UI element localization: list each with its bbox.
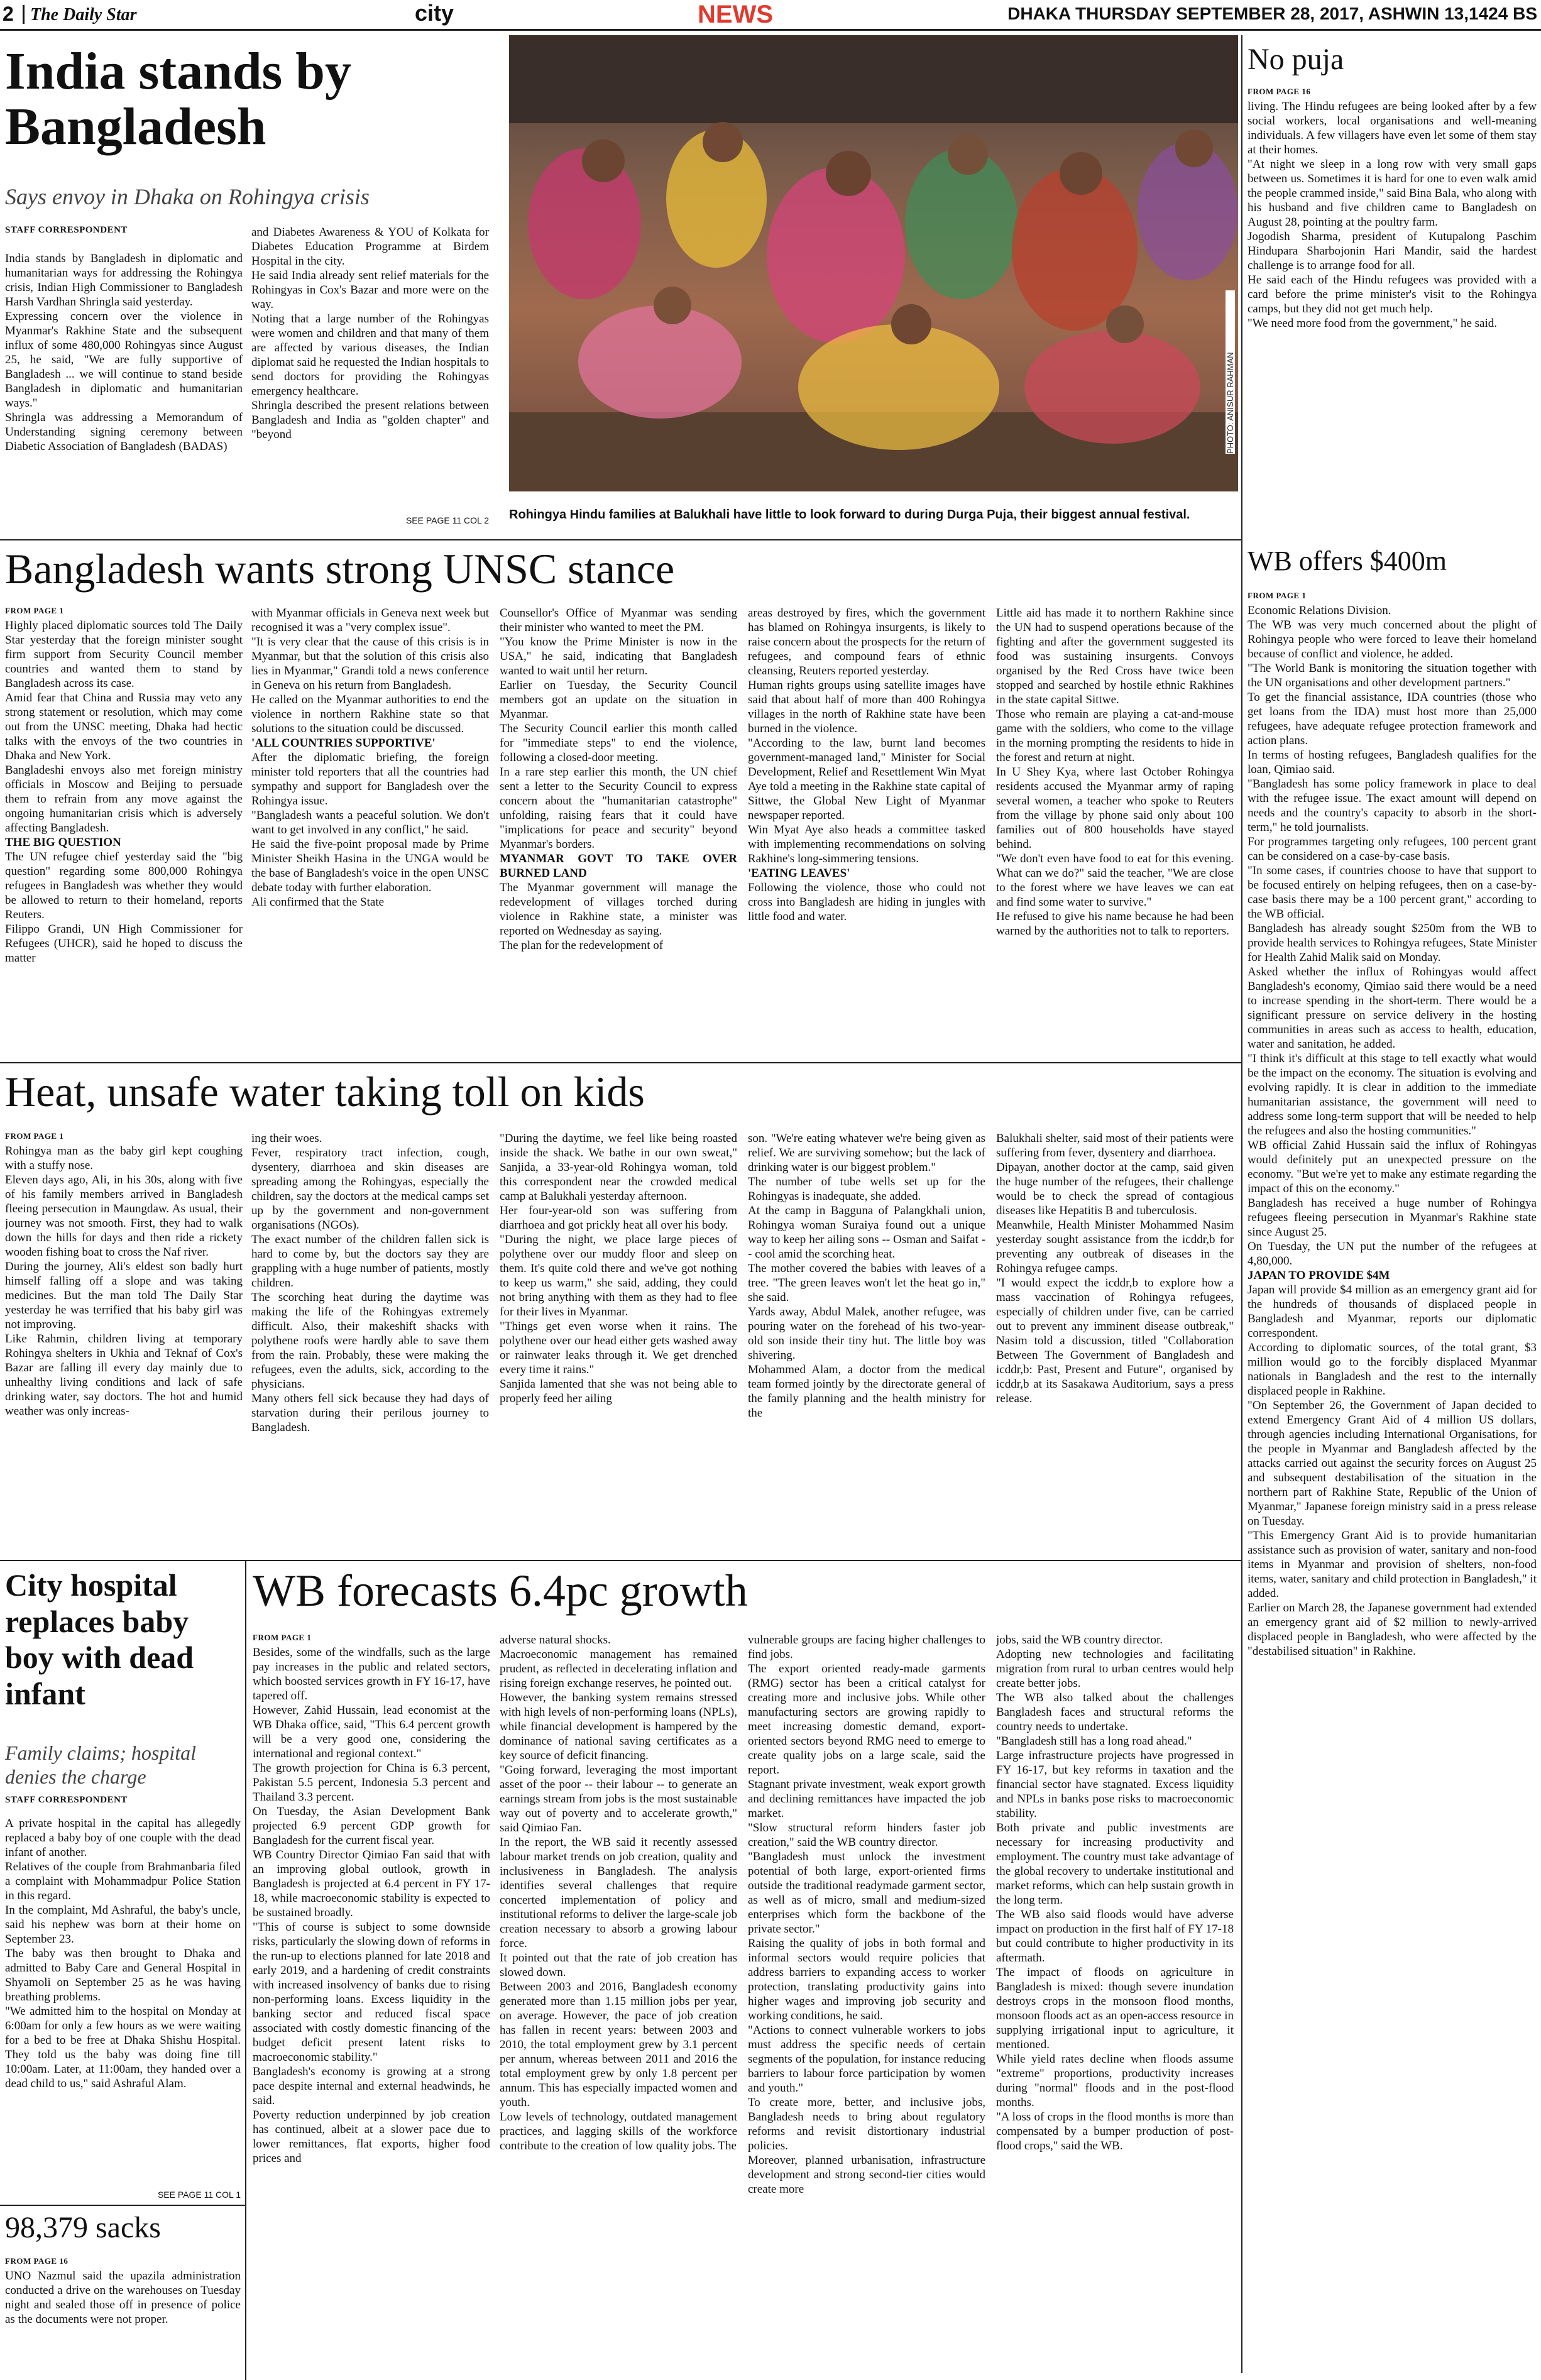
india-col2: and Diabetes Awareness & YOU of Kolkata for Diabetes Education Programme at Birdem Hospital in the city. He said India already sent relief materials for the Rohingyas in Cox's Bazar and more were on the way. Noting that a large number of the Rohingyas were women and children and that many of them are affected by various diseases, the Indian diplomat said he requested the Indian hospitals to send doctors for providing the Rohingyas emergency healthcare. Shringla described the present relations between Bangladesh and India as "golden chapter" and "beyond	[251, 226, 489, 441]
hospital-headline: City hospital replaces baby boy with dead infant	[5, 1567, 194, 1711]
heat-headline: Heat, unsafe water taking toll on kids	[5, 1068, 645, 1116]
india-col1: India stands by Bangladesh in diplomatic and humanitarian ways for addressing the Rohingya crisis, Indian High Commissioner to Bangladesh Harsh Vardhan Shringla said yesterday. Expressing concern over the violence in Myanmar's Rakhine State and the subsequent influx of some 480,000 Rohingyas since August 25, he said, "We are fully supportive of Bangladesh ... we will continue to stand beside Bangladesh in diplomatic and humanitarian ways." Shringla was addressing a Memorandum of Understanding signing ceremony between Diabetic Association of Bangladesh (BADAS)	[5, 252, 243, 453]
divider	[245, 1560, 246, 2380]
unsc-col2-wrap	[251, 606, 489, 1052]
heat-from-page: FROM PAGE 1	[5, 1131, 64, 1141]
divider	[0, 2205, 245, 2206]
unsc-col1-wrap	[5, 618, 243, 1052]
wb64-headline: WB forecasts 6.4pc growth	[253, 1566, 748, 1616]
unsc-from-page: FROM PAGE 1	[5, 606, 64, 615]
photo-caption: Rohingya Hindu families at Balukhali have little to look forward to during Durga Puja, their biggest annual festival.	[509, 508, 1190, 522]
heat-col4: son. "We're eating whatever we're being given as relief. We are surviving somehow; but the lack of drinking water is our biggest problem." The number of tube wells set up for the Rohingyas is inadequate, she added. At the camp in Bagguna of Palangkhali union, Rohingya woman Suraiya found out a unique way to keep her ailing sons -- Osman and Saifat -- cool amid the scorching heat. The mother covered the babies with leaves of a tree. "The green leaves won't let the heat go in," she said. Yards away, Abdul Malek, another refugee, was pouring water on the forehead of his two-year-old son inside their tiny hut. The little boy was shivering. Mohammed Alam, a doctor from the medical team formed jointly by the directorate general of the family planning and the health ministry for the	[748, 1132, 985, 1420]
nopuja-from-page: FROM PAGE 16	[1248, 87, 1311, 96]
divider	[0, 1062, 1241, 1063]
masthead	[0, 0, 1541, 31]
unsc-col3-subhead: MYANMAR GOVT TO TAKE OVER BURNED LAND	[500, 852, 737, 880]
unsc-col4b: Following the violence, those who could not cross into Bangladesh are hiding in jungles with little food and water.	[748, 881, 985, 923]
nopuja-body: living. The Hindu refugees are being looked after by a few social workers, local organisations and well-meaning individuals. A few villagers have even let some of them stay at their homes. "At night we sleep in a long row with very small gaps between us. Sometimes it is hard for one to even walk amid the people crammed inside," said Bina Bala, who along with his husband and five children came to Bangladesh on August 28, pointing at the poultry farm. Jogodish Sharma, president of Kutupalong Paschim Hindupara Sharbojonin Hari Mandir, said the hardest challenge is to arrange food for all. He said each of the Hindu refugees was provided with a card before the prime minister's visit to the Rohingya camps, but they did not get much help. "We need more food from the government," he said.	[1248, 100, 1537, 330]
sacks-from-page: FROM PAGE 16	[5, 2256, 69, 2266]
divider	[1241, 35, 1242, 2373]
unsc-col4-subhead: 'EATING LEAVES'	[748, 867, 850, 880]
rohingya-photo	[509, 35, 1238, 491]
unsc-col1-subhead: THE BIG QUESTION	[5, 836, 121, 849]
unsc-col3b: The Myanmar government will manage the redevelopment of villages torched during violence in Rakhine state, a minister was reported on Wednesday as saying. The plan for the redevelopment of	[500, 881, 737, 952]
heat-col2: ing their woes. Fever, respiratory tract infection, cough, dysentery, diarrhoea and skin diseases are spreading among the Rohingyas, especially the children, say the doctors at the medical camps set up by the government and non-government organisations (NGOs). The exact number of the children fallen sick is hard to come by, but the doctors say they are grappling with a huge number of patients, mostly children. The scorching heat during the daytime was making the life of the Rohingyas extremely difficult. Also, their makeshift shacks with polythene roofs were hardly able to save them from the rain. Probably, these were making the refugees, even the adults, sick, according to the physicians. Many others fell sick because they had days of starvation during their perilous journey to Bangladesh.	[251, 1132, 489, 1434]
news-band	[641, 0, 830, 29]
wb400-from-page: FROM PAGE 1	[1248, 591, 1307, 600]
hospital-see-page: SEE PAGE 11 COL 1	[157, 2190, 241, 2200]
divider	[0, 539, 1241, 540]
unsc-col1b: The UN refugee chief yesterday said the "big question" regarding some 800,000 Rohingya refugees in Bangladesh was whether they would be allowed to return to their homeland, reports Reuters. Filippo Grandi, UN High Commissioner for Refugees (UHCR), said he hoped to discuss the matter	[5, 850, 243, 965]
page-number: 2	[3, 3, 14, 25]
unsc-col4: areas destroyed by fires, which the government has blamed on Rohingya insurgents, is likely to raise concern about the prospects for the return of refugees, and compound fears of ethnic cleansing, Reuters reported yesterday. Human rights groups using satellite images have said that about half of more than 400 Rohingya villages in the north of Rakhine state have been burned in the violence. "According to the law, burnt land becomes government-managed land," Minister for Social Development, Relief and Resettlement Win Myat Aye told a meeting in the Rakhine state capital of Sittwe, the Global New Light of Myanmar newspaper reported. Win Myat Aye also heads a committee tasked with implementing recommendations on solving Rakhine's long-simmering tensions.	[748, 606, 985, 865]
paper-name: The Daily Star	[30, 5, 137, 25]
wb400-body-b: Japan will provide $4 million as an emergency grant aid for the hundreds of thousands of displaced people in Bangladesh and Myanmar, reports our diplomatic correspondent. According to diplomatic sources, of the total grant, $3 million would go to the forcibly displaced Myanmar nationals in Bangladesh and the rest to the internally displaced people in Rakhine. "On September 26, the Government of Japan decided to extend Emergency Grant Aid of 4 million US dollars, through agencies including International Organisations, for the people in Myanmar and Bangladesh affected by the attacks carried out against the security forces on August 25 and subsequent destabilisation of the situation in the northern part of Rakhine State, Republic of the Union of Myanmar," Japanese foreign ministry said in a press release on Tuesday. "This Emergency Grant Aid is to provide humanitarian assistance such as provision of water, sanitary and non-food items in Myanmar and provision of shelters, non-food items, water, sanitary and child protection in Bangladesh," it added. Earlier on March 28, the Japanese government had extended an emergency grant aid of $2 million to newly-arrived displaced people in Bangladesh, who were affected by the "destabilised situation" in Rakhine.	[1248, 1283, 1537, 1658]
wb400-body-wrap	[1248, 603, 1537, 2376]
unsc-col3-wrap	[500, 606, 737, 1052]
unsc-col3: Counsellor's Office of Myanmar was sending their minister who wanted to meet the PM. "You know the Prime Minister is now in the USA," he said, indicating that Bangladesh wanted to wait until her return. Earlier on Tuesday, the Security Council members got an update on the situation in Myanmar. The Security Council earlier this month called for "immediate steps" to end the violence, following a closed-door meeting. In a rare step earlier this month, the UN chief sent a letter to the Security Council to express concern about the "humanitarian catastrophe" unfolding, raising fears that it could have "implications for peace and security" beyond Myanmar's borders.	[500, 606, 737, 851]
unsc-col2: with Myanmar officials in Geneva next week but recognised it was a "very complex issue". "It is very clear that the cause of this crisis is in Myanmar, but that the solution of this crisis also lies in Myanmar," Grandi told a news conference in Geneva on his return from Bangladesh. He called on the Myanmar authorities to end the violence in northern Rakhine state so that solutions to the situation could be discussed.	[251, 606, 489, 735]
india-headline: India stands by Bangladesh	[5, 42, 351, 156]
wb400-headline: WB offers $400m	[1248, 546, 1447, 576]
hospital-byline: STAFF CORRESPONDENT	[5, 1795, 128, 1805]
heat-col1: Rohingya man as the baby girl kept coughing with a stuffy nose. Eleven days ago, Ali, in his 30s, along with five of his family members arrived in Bangladesh fleeing persecution in Maungdaw. As usual, their journey was not smooth. First, they had to walk down the hills for days and then ride a rickety wooden fishing boat to cross the Naf river. During the journey, Ali's eldest son badly hurt himself falling off a slope and was taking medicines. But the man told The Daily Star yesterday he was terrified that his baby girl was not improving. Like Rahmin, children living at temporary Rohingya shelters in Ukhia and Teknaf of Cox's Bazar are falling ill every day mainly due to unhealthy living conditions and lack of safe drinking water, say doctors. The hot and humid weather was only increas-	[5, 1144, 243, 1418]
sacks-body: UNO Nazmul said the upazila administration conducted a drive on the warehouses on Tuesday night and sealed those off in presence of police as the documents were not proper.	[5, 2269, 241, 2326]
dateline: DHAKA THURSDAY SEPTEMBER 28, 2017, ASHWIN 13,1424 BS	[1007, 4, 1537, 23]
unsc-col1: Highly placed diplomatic sources told The Daily Star yesterday that the foreign minister sought firm support from Security Council member countries and wanted them to stand by Bangladesh across its case. Amid fear that China and Russia may veto any strong statement or resolution, which may come out from the UNSC meeting, Dhaka had hectic talks with the envoys of the two countries in Dhaka and New York. Bangladeshi envoys also met foreign ministry officials in Moscow and Beijing to persuade them to refrain from any move against the ongoing humanitarian crisis which is adversely affecting Bangladesh.	[5, 619, 243, 835]
heat-col5: Balukhali shelter, said most of their patients were suffering from fever, dysentery and diarrhoea. Dipayan, another doctor at the camp, said given the huge number of the refugees, their challenge would be to check the spread of contagious diseases like Hepatitis B and tuberculosis. Meanwhile, Health Minister Mohammed Nasim yesterday sought assistance from the icddr,b for preventing any outbreak of diseases in the Rohingya refugee camps. "I would expect the icddr,b to explore how a mass vaccination of Rohingya refugees, especially of children under five, can be carried out to prevent any imminent disease outbreak," Nasim told a discussion, titled "Collaboration Between The Government of Bangladesh and icddr,b: Past, Present and Future", organised by icddr,b at its Sasakawa Auditorium, says a press release.	[996, 1132, 1234, 1405]
wb400-body: Economic Relations Division. The WB was very much concerned about the plight of Rohingya people who were forced to leave their homeland because of conflict and violence, he added. "The World Bank is monitoring the situation together with the UN organisations and other development partners." To get the financial assistance, IDA countries (those who get loans from the IDA) must host more than 25,000 refugees, have adequate refugee protection framework and action plans. In terms of hosting refugees, Bangladesh qualifies for the loan, Qimiao said. "Bangladesh has some policy framework in place to deal with the refugee issue. The exact amount will depend on needs and the country's capacity to absorb in the short-term," he told journalists. For programmes targeting only refugees, 100 percent grant can be considered on a case-by-case basis. "In some cases, if countries choose to have that support to be focused entirely on helping refugees, then on a case-by-case basis there may be a 100 percent grant," according to the WB official. Bangladesh has already sought $250m from the WB to provide health services to Rohingya refugees, State Minister for Health Zahid Malik said on Monday. Asked whether the influx of Rohingyas would affect Bangladesh's economy, Qimiao said there would be a need to increase spending in the short-term. There would be a significant pressure on service delivery in the hosting communities in areas such as access to health, education, water and sanitation, he added. "I think it's difficult at this stage to tell exactly what would be the impact on the economy. The situation is evolving and evolving rapidly. It is clear in addition to the immediate humanitarian assistance, the government will need to address some long-term support that will be needed to help the refugees and also the hosting communities." WB official Zahid Hussain said the influx of Rohingyas would definitely put an unexpected pressure on the economy. "But we're yet to make any estimate regarding the impact of this on the economy." Bangladesh has received a huge number of Rohingya refugees fleeing persecution in Myanmar's Rakhine state since August 25. On Tuesday, the UN put the number of the refugees at 4,80,000.	[1248, 604, 1537, 1268]
nopuja-headline: No puja	[1248, 43, 1344, 76]
india-subhead: Says envoy in Dhaka on Rohingya crisis	[5, 184, 370, 209]
unsc-col2-subhead: 'ALL COUNTRIES SUPPORTIVE'	[251, 737, 436, 750]
unsc-col2b: After the diplomatic briefing, the foreign minister told reporters that all the countries had sympathy and support for Bangladesh over the Rohingya issue. "Bangladesh wants a peaceful solution. We don't want to get involved in any conflict," he said. He said the five-point proposal made by Prime Minister Sheikh Hasina in the UNGA would be the base of Bangladesh's voice in the open UNSC debate today with further elaboration. Ali confirmed that the State	[251, 751, 489, 909]
rohingya-photo-scene	[509, 35, 1238, 491]
wb64-col3: vulnerable groups are facing higher challenges to find jobs. The export oriented ready-made garments (RMG) sector has been a critical catalyst for creating more and inclusive jobs. While other manufacturing sectors are growing rapidly to meet increasing domestic demand, export-oriented sectors beyond RMG need to emerge to create quality jobs on a large scale, said the report. Stagnant private investment, weak export growth and declining remittances have impacted the job market. "Slow structural reform hinders faster job creation," said the WB country director. "Bangladesh must unlock the investment potential of both large, export-oriented firms outside the traditional readymade garment sector, as well as of micro, small and medium-sized enterprises which form the backbone of the private sector." Raising the quality of jobs in both formal and informal sectors would require policies that address barriers to expanding access to worker protection, translating productivity gains into higher wages and improving job security and working conditions, he said. "Actions to connect vulnerable workers to jobs must address the specific needs of certain segments of the population, for instance reducing barriers to labour force participation by women and youth." To create more, better, and inclusive jobs, Bangladesh needs to bring about regulatory reforms and revisit distortionary industrial policies. Moreover, planned urbanisation, infrastructure development and strong second-tier cities would create more	[748, 1633, 985, 2196]
photo-credit: PHOTO: ANISUR RAHMAN	[1224, 290, 1237, 454]
section-name: city	[415, 0, 454, 26]
news-band-label: NEWS	[698, 1, 773, 28]
hospital-body: A private hospital in the capital has allegedly replaced a baby boy of one couple with the dead infant of another. Relatives of the couple from Brahmanbaria filed a complaint with Mohammadpur Police Station in this regard. In the complaint, Md Ashraful, the baby's uncle, said his nephew was born at their home on September 23. The baby was then brought to Dhaka and admitted to Baby Care and General Hospital in Shyamoli on September 25 as he was having breathing problems. "We admitted him to the hospital on Monday at 6:00am for only a few hours as we were waiting for a bed to be free at Dhaka Shishu Hospital. They told us the baby was doing fine till 10:00am. Later, at 11:00am, they handed over a dead child to us," said Ashraful Alam.	[5, 1817, 241, 2090]
india-see-page: SEE PAGE 11 COL 2	[405, 515, 489, 525]
india-byline: STAFF CORRESPONDENT	[5, 225, 128, 235]
wb64-col4: jobs, said the WB country director. Adopting new technologies and facilitating migration from rural to urban centres would help create better jobs. The WB also talked about the challenges Bangladesh faces and structural reforms the country needs to undertake. "Bangladesh still has a long road ahead." Large infrastructure projects have progressed in FY 16-17, but key reforms in taxation and the financial sector have stagnated. Excess liquidity and NPLs in banks pose risks to macroeconomic stability. Both private and public investments are necessary for increasing productivity and employment. The country must take advantage of the global recovery to undertake institutional and market reforms, which can help sustain growth in the long term. The WB also said floods would have adverse impact on production in the first half of FY 17-18 but could contribute to higher productivity in its aftermath. The impact of floods on agriculture in Bangladesh is mixed: though severe inundation destroys crops in the monsoon flood months, monsoon floods act as an open-access resource in supplying irrigational input to agriculture, it mentioned. While yield rates decline when floods assume "extreme" proportions, productivity increases during "normal" floods and in the post-flood months. "A loss of crops in the flood months is more than compensated by a bumper production of post-flood crops," said the WB.	[996, 1633, 1234, 2152]
unsc-col5: Little aid has made it to northern Rakhine since the UN had to suspend operations because of the fighting and after the government suggested its food was sustaining insurgents. Convoys organised by the Red Cross have twice been stopped and searched by hostile ethnic Rakhines in the state capital Sittwe. Those who remain are playing a cat-and-mouse game with the soldiers, who come to the village in the morning prompting the residents to hide in the forest and return at night. In U Shey Kya, where last October Rohingya residents accused the Myanmar army of raping several women, a teacher who spoke to Reuters from the village by phone said only about 100 families out of 800 households have stayed behind. "We don't even have food to eat for this evening. What can we do?" said the teacher, "We are close to the forest where we have leaves we can eat and find some water to survive." He refused to give his name because he had been warned by the authorities not to talk to reporters.	[996, 606, 1234, 938]
hospital-subhead: Family claims; hospital denies the charge	[5, 1741, 196, 1789]
wb64-col1: Besides, some of the windfalls, such as the large pay increases in the public and related sectors, which boosted services growth in FY 16-17, have tapered off. However, Zahid Hussain, lead economist at the WB Dhaka office, said, "This 6.4 percent growth will be a very good one, considering the international and regional context." The growth projection for China is 6.3 percent, Pakistan 5.5 percent, Indonesia 5.3 percent and Thailand 3.3 percent. On Tuesday, the Asian Development Bank projected 6.9 percent GDP growth for Bangladesh for the current fiscal year. WB Country Director Qimiao Fan said that with an improving global outlook, growth in Bangladesh is projected at 6.4 percent in FY 17-18, while macroeconomic stability is expected to be sustained broadly. "This of course is subject to some downside risks, particularly the slowing down of reforms in the run-up to elections planned for late 2018 and early 2019, and a hardening of credit constraints with increased insolvency of banks due to rising non-performing loans. Excess liquidity in the banking sector and reduced fiscal space associated with costly domestic financing of the budget deficit present latent risks to macroeconomic stability." Bangladesh's economy is growing at a strong pace despite internal and external headwinds, he said. Poverty reduction underpinned by job creation has continued, albeit at a slower pace due to lower remittances, flat exports, higher food prices and	[253, 1646, 490, 2165]
unsc-col4-wrap	[748, 606, 985, 1052]
heat-col3: "During the daytime, we feel like being roasted inside the shack. We bathe in our own sweat," Sanjida, a 33-year-old Rohingya woman, told this correspondent near the crowded medical camp at Balukhali yesterday afternoon. Her four-year-old son was suffering from diarrhoea and got prickly heat all over his body. "During the night, we place large pieces of polythene over our muddy floor and sleep on them. It's quite cold there and we've got nothing to keep us warm," she said, adding, they could not bring anything with them as they had to flee for their lives in Myanmar. "Things get even worse when it rains. The polythene over our head either gets washed away or rainwater leaks through it. We get drenched every time it rains." Sanjida lamented that she was not being able to properly feed her ailing	[500, 1132, 737, 1405]
wb64-col2: adverse natural shocks. Macroeconomic management has remained prudent, as reflected in decelerating inflation and rising foreign exchange reserves, he pointed out. However, the banking system remains stressed with high levels of non-performing loans (NPLs), while financial development is hampered by the dominance of national saving certificates as a key source of deficit financing. "Going forward, leveraging the most important asset of the poor -- their labour -- to generate an earnings stream from jobs is the most sustainable way out of poverty and to accelerate growth," said Qimiao Fan. In the report, the WB said it recently assessed labour market trends on job creation, quality and inclusiveness in Bangladesh. The analysis identifies several challenges that require concerted implementation of policy and institutional reforms to deliver the large-scale job creation necessary to absorb a growing labour force. It pointed out that the rate of job creation has slowed down. Between 2003 and 2016, Bangladesh economy generated more than 1.15 million jobs per year, on average. However, the pace of job creation has fallen in recent years: between 2003 and 2010, the total employment grew by 3.1 percent per annum, whereas between 2011 and 2016 the total employment grew by only 1.8 percent per annum. This has especially impacted women and youth. Low levels of technology, outdated management practices, and lagging skills of the workforce contribute to the creation of low quality jobs. The	[500, 1633, 737, 2152]
sacks-headline: 98,379 sacks	[5, 2211, 161, 2244]
wb400-subhead: JAPAN TO PROVIDE $4M	[1248, 1269, 1390, 1282]
unsc-headline: Bangladesh wants strong UNSC stance	[5, 545, 675, 593]
divider	[0, 1560, 1241, 1561]
masthead-divider	[23, 5, 25, 24]
wb64-from-page: FROM PAGE 1	[253, 1633, 312, 1642]
